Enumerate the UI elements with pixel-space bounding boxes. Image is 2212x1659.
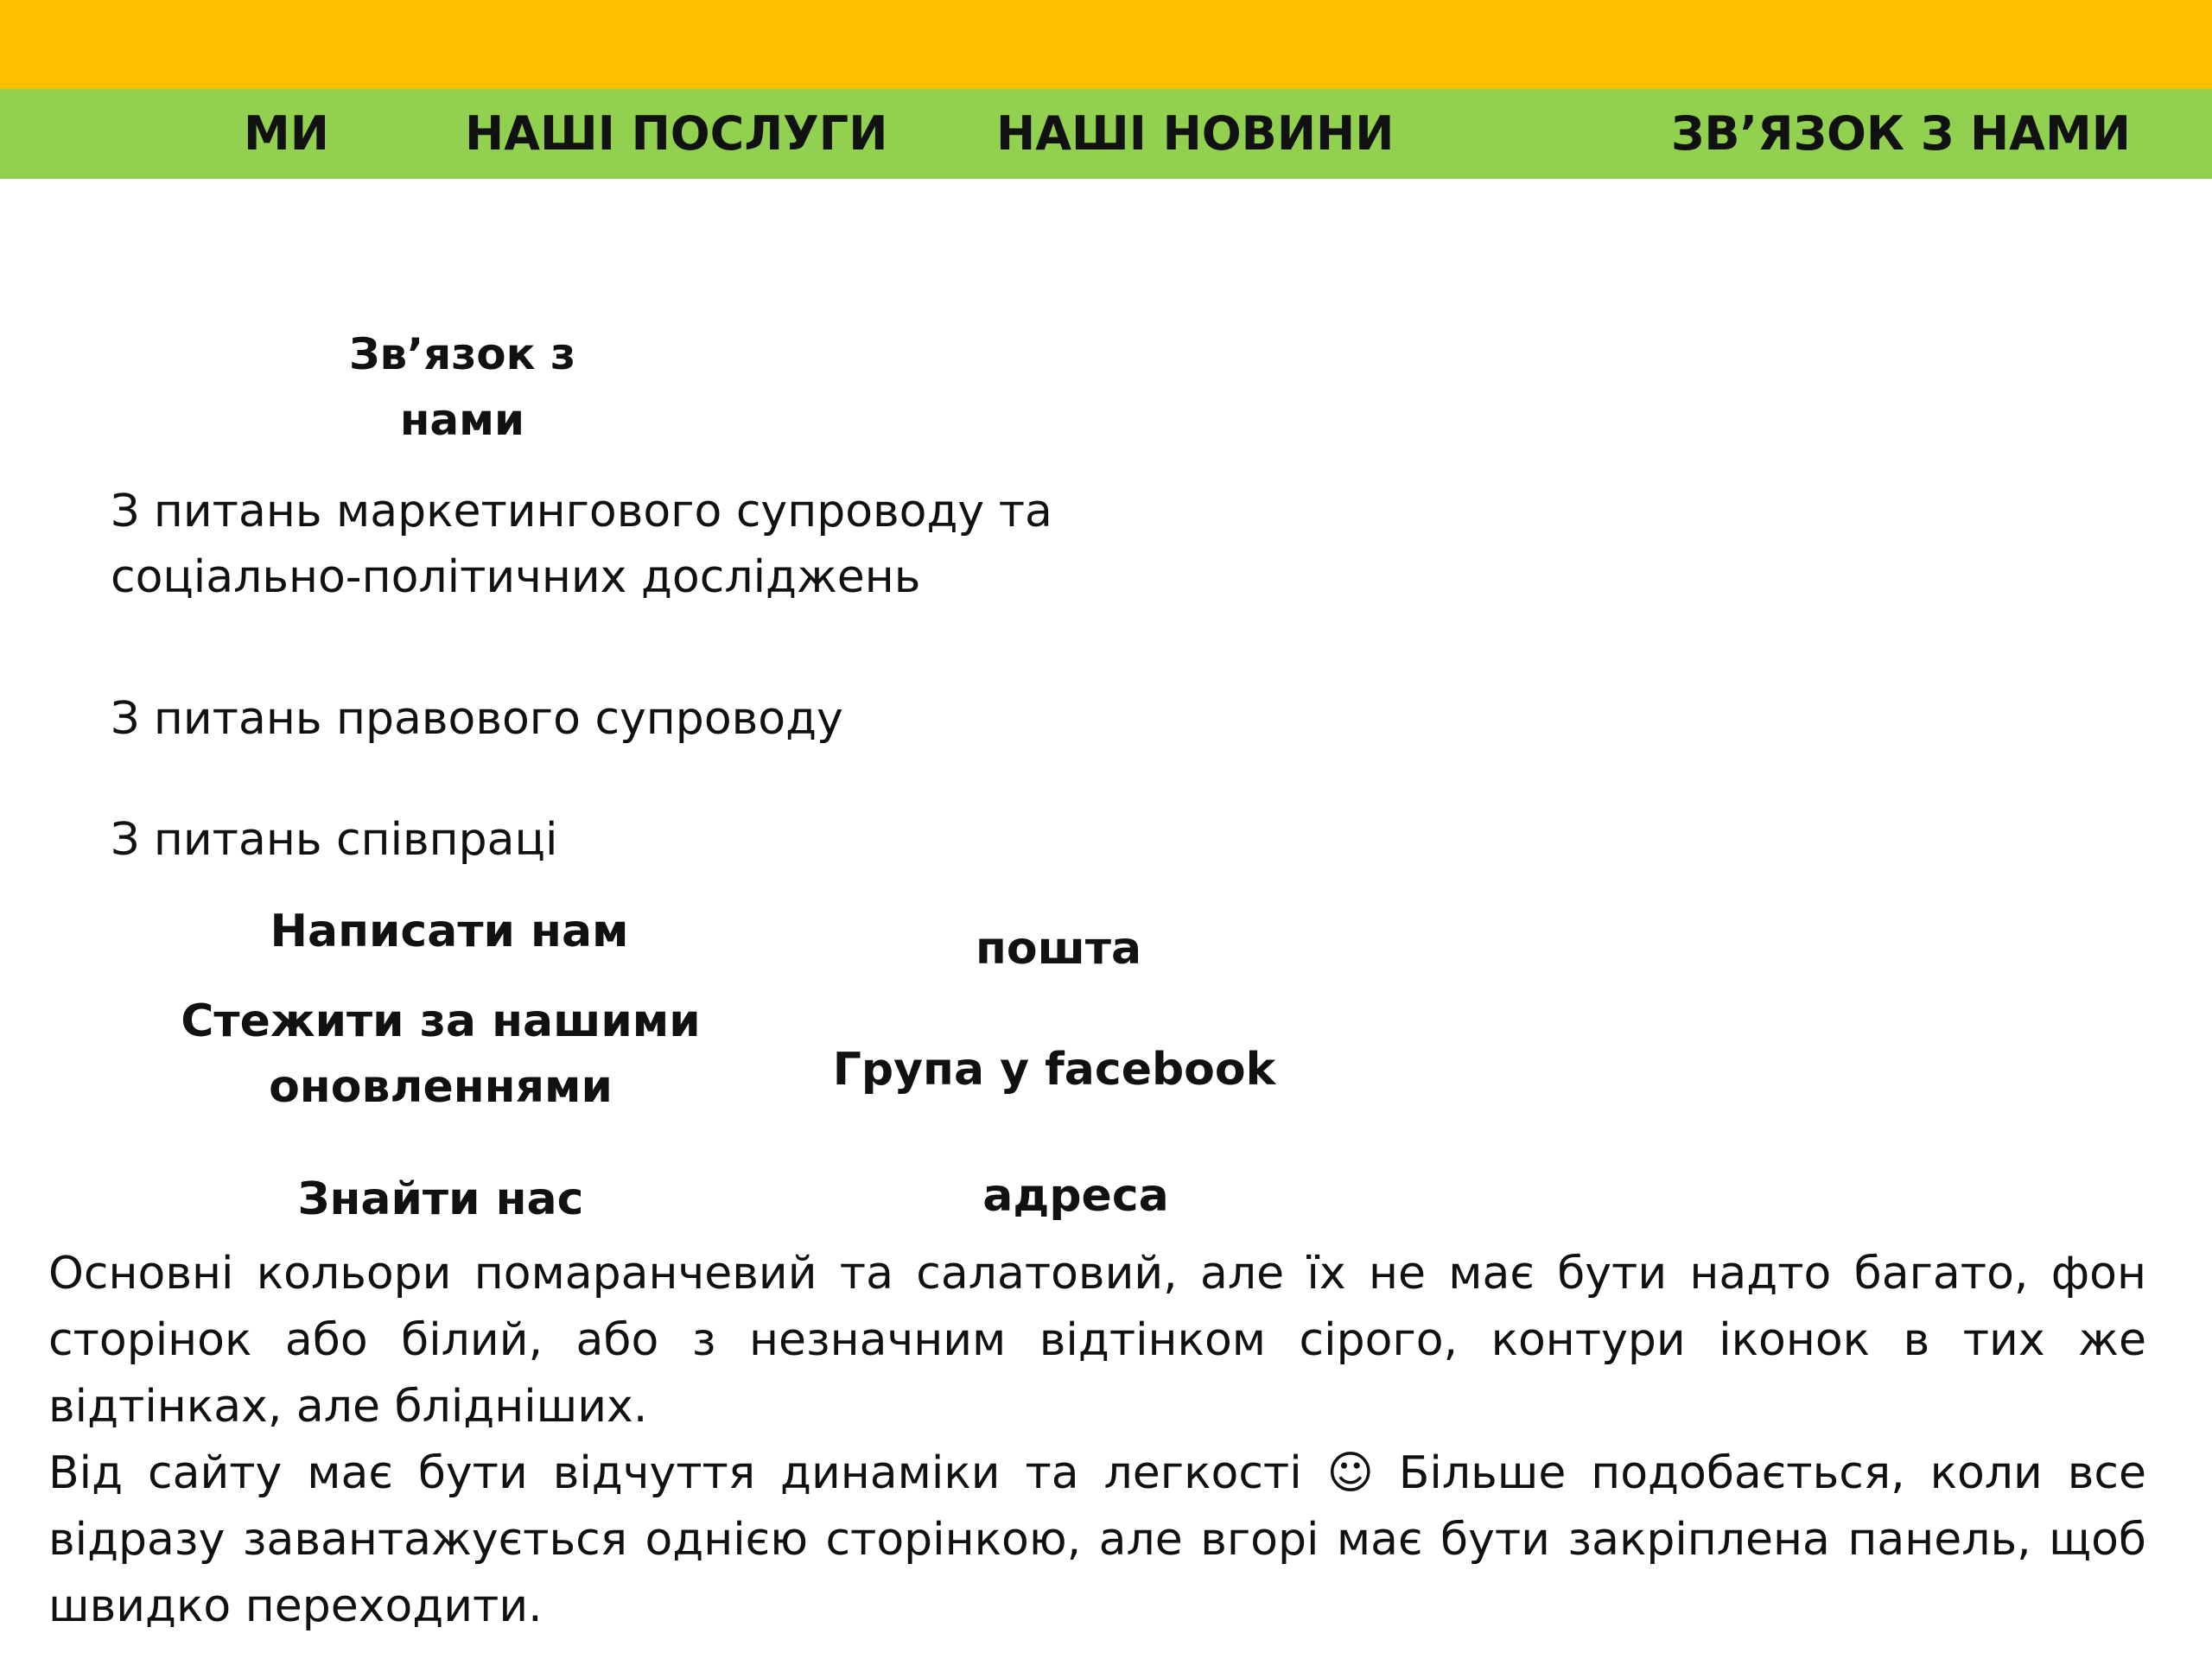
design-note-colors: Основні кольори помаранчевий та салатовий, але їх не має бути надто багато, фон сторінок або білий, або з незначним відтінком сірого, контури іконок в тих же відтінках, але блідніших. <box>48 1248 2146 1433</box>
design-note-dynamics: Від сайту має бути відчуття динаміки та легкості ☺ Більше подобається, коли все відразу завантажується однією сторінкою, але вгорі має бути закріплена панель, щоб швидко переходити. <box>48 1447 2146 1632</box>
follow-updates-line1: Стежити за нашими <box>181 995 701 1047</box>
contact-heading <box>276 321 648 453</box>
facebook-group-link[interactable]: Група у facebook <box>832 1044 1276 1096</box>
find-us-label: Знайти нас <box>297 1173 584 1225</box>
nav-item-contact[interactable]: ЗВ’ЯЗОК З НАМИ <box>1671 106 2131 161</box>
contact-heading-line1: Зв’язок з <box>348 329 576 379</box>
topic-cooperation: З питань співпраці <box>111 814 558 866</box>
topic-legal: З питань правового супроводу <box>111 693 843 745</box>
top-accent-bar <box>0 0 2212 89</box>
nav-item-we[interactable]: МИ <box>244 106 329 161</box>
topic-marketing <box>111 479 1052 610</box>
nav-item-news[interactable]: НАШІ НОВИНИ <box>996 106 1395 161</box>
topic-marketing-line1: З питань маркетингового супроводу та <box>111 486 1052 537</box>
topic-marketing-line2: соціально-політичних досліджень <box>111 551 921 603</box>
main-nav <box>0 89 2212 179</box>
design-notes <box>48 1241 2146 1640</box>
address-link[interactable]: адреса <box>982 1170 1169 1222</box>
contact-heading-line2: нами <box>399 395 525 445</box>
mail-link[interactable]: пошта <box>975 923 1142 975</box>
follow-updates-label <box>173 988 709 1120</box>
write-us-label: Написати нам <box>270 906 629 957</box>
nav-item-services[interactable]: НАШІ ПОСЛУГИ <box>465 106 888 161</box>
follow-updates-line2: оновленнями <box>269 1061 613 1113</box>
